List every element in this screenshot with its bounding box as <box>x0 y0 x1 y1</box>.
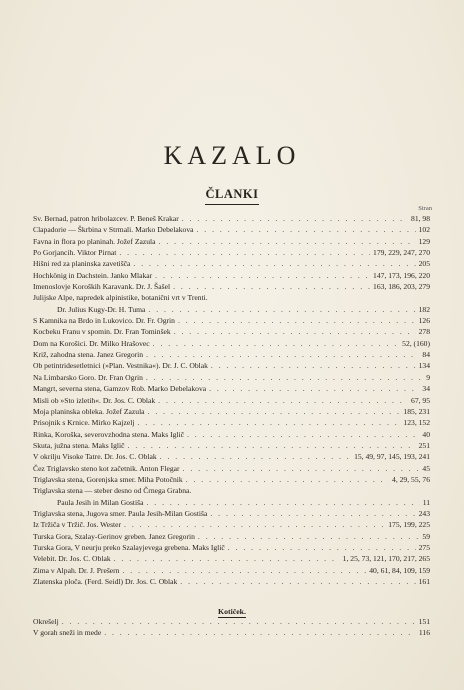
entry-pages: 179, 229, 247, 270 <box>373 248 430 258</box>
dot-leader <box>174 326 416 337</box>
entry-pages: 275 <box>418 542 430 552</box>
entry-title: Na Limbarsko Goro. Dr. Fran Ogrin <box>33 372 143 382</box>
dot-leader <box>178 315 416 326</box>
entry-title: Moja planinska obleka. Jožef Zazula <box>33 406 145 416</box>
entry-title: Dom na Korošici. Dr. Milko Hrašovec <box>33 338 150 348</box>
entry-pages: 126 <box>418 316 430 326</box>
entry-title: Zlatenska ploča. (Ferd. Seidl) Dr. Jos. C. Oblak <box>33 577 178 586</box>
entry-title: Triglavska stena — steber desno od Črnega Grabna. <box>33 486 192 496</box>
dot-leader <box>153 338 400 349</box>
entry-pages: 134 <box>418 361 430 371</box>
entry-title: Triglavska stena, Jugova smer. Paula Jesih-Milan Gostiša <box>33 508 208 518</box>
entry-pages: 40 <box>422 429 430 439</box>
dot-leader <box>114 553 340 564</box>
entry-pages: 81, 98 <box>411 214 430 223</box>
entry-pages: 129 <box>418 236 430 246</box>
toc-entry <box>33 565 430 576</box>
entry-title: Misli ob »Sto izletih«. Dr. Jos. C. Oblak <box>33 395 156 405</box>
entry-pages: 185, 231 <box>403 406 430 416</box>
dot-leader <box>186 474 389 485</box>
entry-title: Hochkönig in Dachstein. Janko Mlakar <box>33 270 153 280</box>
section-title-text: ČLANKI <box>205 187 258 205</box>
toc-entry <box>33 372 430 383</box>
dot-leader <box>128 440 416 451</box>
entry-title: Imenoslovje Koroških Karavank. Dr. J. Šašel <box>33 282 171 292</box>
toc-entry <box>33 281 430 292</box>
dot-leader <box>122 565 366 576</box>
toc-entry <box>33 292 430 303</box>
toc-entry <box>33 395 430 406</box>
dot-leader <box>159 236 416 247</box>
dot-leader <box>183 463 420 474</box>
entry-title: Turska Gora, Szalay-Gerinov greben. Janez Gregorin <box>33 531 195 541</box>
toc-entry <box>33 627 430 638</box>
toc-entry <box>33 553 430 564</box>
dot-leader <box>180 576 415 587</box>
toc-entry <box>33 270 430 281</box>
toc-entry <box>33 315 430 326</box>
entry-title: Clapadorie — Škrbina v Strmali. Marko Debelakova <box>33 225 194 235</box>
toc-entry <box>33 616 430 627</box>
dot-leader <box>228 542 416 553</box>
toc-entry <box>33 429 430 440</box>
entry-pages: 11 <box>422 497 430 507</box>
toc-entry <box>33 304 430 315</box>
entry-title: Julijske Alpe, napredek alpinistike, botanični vrt v Trenti. <box>33 293 208 303</box>
entry-pages: 161 <box>418 577 430 586</box>
toc-entry <box>33 258 430 269</box>
entry-pages: 116 <box>418 628 430 638</box>
entry-pages: 243 <box>418 508 430 518</box>
entry-title: S Kamnika na Brdo in Lukovico. Dr. Fr. Ogrin <box>33 316 175 326</box>
toc-entry <box>33 463 430 474</box>
toc-entry <box>33 213 430 224</box>
toc-entry <box>33 224 430 235</box>
dot-leader <box>148 406 401 417</box>
toc-entry <box>33 349 430 360</box>
entry-title: V okrilju Visoke Tatre. Dr. Jos. C. Oblak <box>33 452 157 462</box>
toc-entry <box>33 236 430 247</box>
entry-title: Paula Jesih in Milan Gostiša <box>57 497 144 507</box>
toc-entry <box>33 451 430 462</box>
entry-pages: 278 <box>418 327 430 337</box>
entry-pages: 9 <box>426 372 430 382</box>
dot-leader <box>211 360 416 371</box>
entry-title: Ob petintridesetletnici (»Plan. Vestnika«). Dr. J. C. Oblak <box>33 361 208 371</box>
toc-entry <box>33 497 430 508</box>
entry-title: Turska Gora, V neurju preko Szalayjevega grebena. Maks Iglič <box>33 542 225 552</box>
entry-title: Triglavska stena, Gorenjska smer. Miha Potočnik <box>33 474 183 484</box>
toc-entry <box>33 326 430 337</box>
entry-pages: 147, 173, 196, 220 <box>373 270 430 280</box>
entry-pages: 84 <box>422 350 430 360</box>
toc-entry <box>33 338 430 349</box>
entry-title: Po Gorjancih. Viktor Pirnat <box>33 248 117 258</box>
toc-entry <box>33 485 430 496</box>
entry-title: Favna in flora po planinah. Jožef Zazula <box>33 236 156 246</box>
dot-leader <box>155 270 370 281</box>
dot-leader <box>124 519 385 530</box>
entry-pages: 251 <box>418 440 430 450</box>
entry-title: Mangrt, severna stena, Gamzov Rob. Marko Debelakova <box>33 384 207 394</box>
toc-entry <box>33 474 430 485</box>
dot-leader <box>146 497 419 508</box>
entry-title: Sv. Bernad, patron hribolazcev. P. Beneš Krakar <box>33 214 179 223</box>
entry-title: Hišni red za planinska zavetišča <box>33 259 131 269</box>
dot-leader <box>198 531 420 542</box>
subsection-list <box>33 616 430 639</box>
dot-leader <box>104 627 416 638</box>
dot-leader <box>148 304 415 315</box>
toc-entry <box>33 247 430 258</box>
toc-entry <box>33 383 430 394</box>
dot-leader <box>119 247 370 258</box>
entry-pages: 34 <box>422 384 430 394</box>
dot-leader <box>146 349 419 360</box>
toc-entry <box>33 360 430 371</box>
section-title <box>0 187 464 205</box>
dot-leader <box>146 372 423 383</box>
toc-entry <box>33 542 430 553</box>
entry-pages: 40, 61, 84, 109, 159 <box>369 565 430 575</box>
dot-leader <box>182 213 408 224</box>
toc-entry <box>33 519 430 530</box>
page-title: KAZALO <box>163 141 301 170</box>
subsection-title <box>0 607 464 616</box>
entry-pages: 205 <box>418 259 430 269</box>
dot-leader <box>62 616 416 627</box>
entry-title: Okrešelj <box>33 617 59 626</box>
entry-title: Prisojnik s Krnice. Mirko Kajzelj <box>33 418 135 428</box>
entry-pages: 15, 49, 97, 145, 193, 241 <box>354 452 430 462</box>
toc-list <box>33 213 430 587</box>
subsection-title-text: Kotiček. <box>218 607 246 616</box>
toc-entry <box>33 576 430 587</box>
entry-pages: 182 <box>418 304 430 314</box>
toc-entry <box>33 417 430 428</box>
toc-entry <box>33 531 430 542</box>
entry-pages: 123, 152 <box>403 418 430 428</box>
entry-title: Rinka, Koroška, severovzhodna stena. Maks Iglič <box>33 429 184 439</box>
entry-title: Iz Tržiča v Tržič. Jos. Wester <box>33 520 122 530</box>
entry-title: Kocbeku Franu v spomin. Dr. Fran Tominšek <box>33 327 171 337</box>
dot-leader <box>187 429 419 440</box>
entry-pages: 52, (160) <box>402 338 430 348</box>
entry-pages: 102 <box>418 225 430 235</box>
toc-entry <box>33 508 430 519</box>
entry-pages: 67, 95 <box>411 395 430 405</box>
entry-pages: 175, 199, 225 <box>388 520 430 530</box>
toc-entry <box>33 440 430 451</box>
entry-title: Čez Triglavsko steno kot začetnik. Anton Flegar <box>33 463 180 473</box>
entry-pages: 1, 25, 73, 121, 170, 217, 265 <box>342 554 430 564</box>
entry-pages: 151 <box>418 617 430 626</box>
entry-title: Zima v Alpah. Dr. J. Prešern <box>33 565 120 575</box>
page-column-header: Stran <box>418 205 432 212</box>
dot-leader <box>158 395 408 406</box>
dot-leader <box>210 508 415 519</box>
dot-leader <box>133 258 415 269</box>
dot-leader <box>197 224 416 235</box>
dot-leader <box>160 451 351 462</box>
entry-title: Skuta, južna stena. Maks Iglič <box>33 440 125 450</box>
dot-leader <box>173 281 370 292</box>
entry-title: V gorah sneži in mede <box>33 628 102 638</box>
entry-title: Križ, zahodna stena. Janez Gregorin <box>33 350 144 360</box>
entry-pages: 45 <box>422 463 430 473</box>
dot-leader <box>137 417 400 428</box>
toc-entry <box>33 406 430 417</box>
entry-pages: 163, 186, 203, 279 <box>373 282 430 292</box>
entry-pages: 4, 29, 55, 76 <box>392 474 430 484</box>
entry-title: Velebit. Dr. Jos. C. Oblak <box>33 554 111 564</box>
dot-leader <box>209 383 419 394</box>
entry-title: Dr. Julius Kugy-Dr. H. Tuma <box>57 304 146 314</box>
entry-pages: 59 <box>422 531 430 541</box>
